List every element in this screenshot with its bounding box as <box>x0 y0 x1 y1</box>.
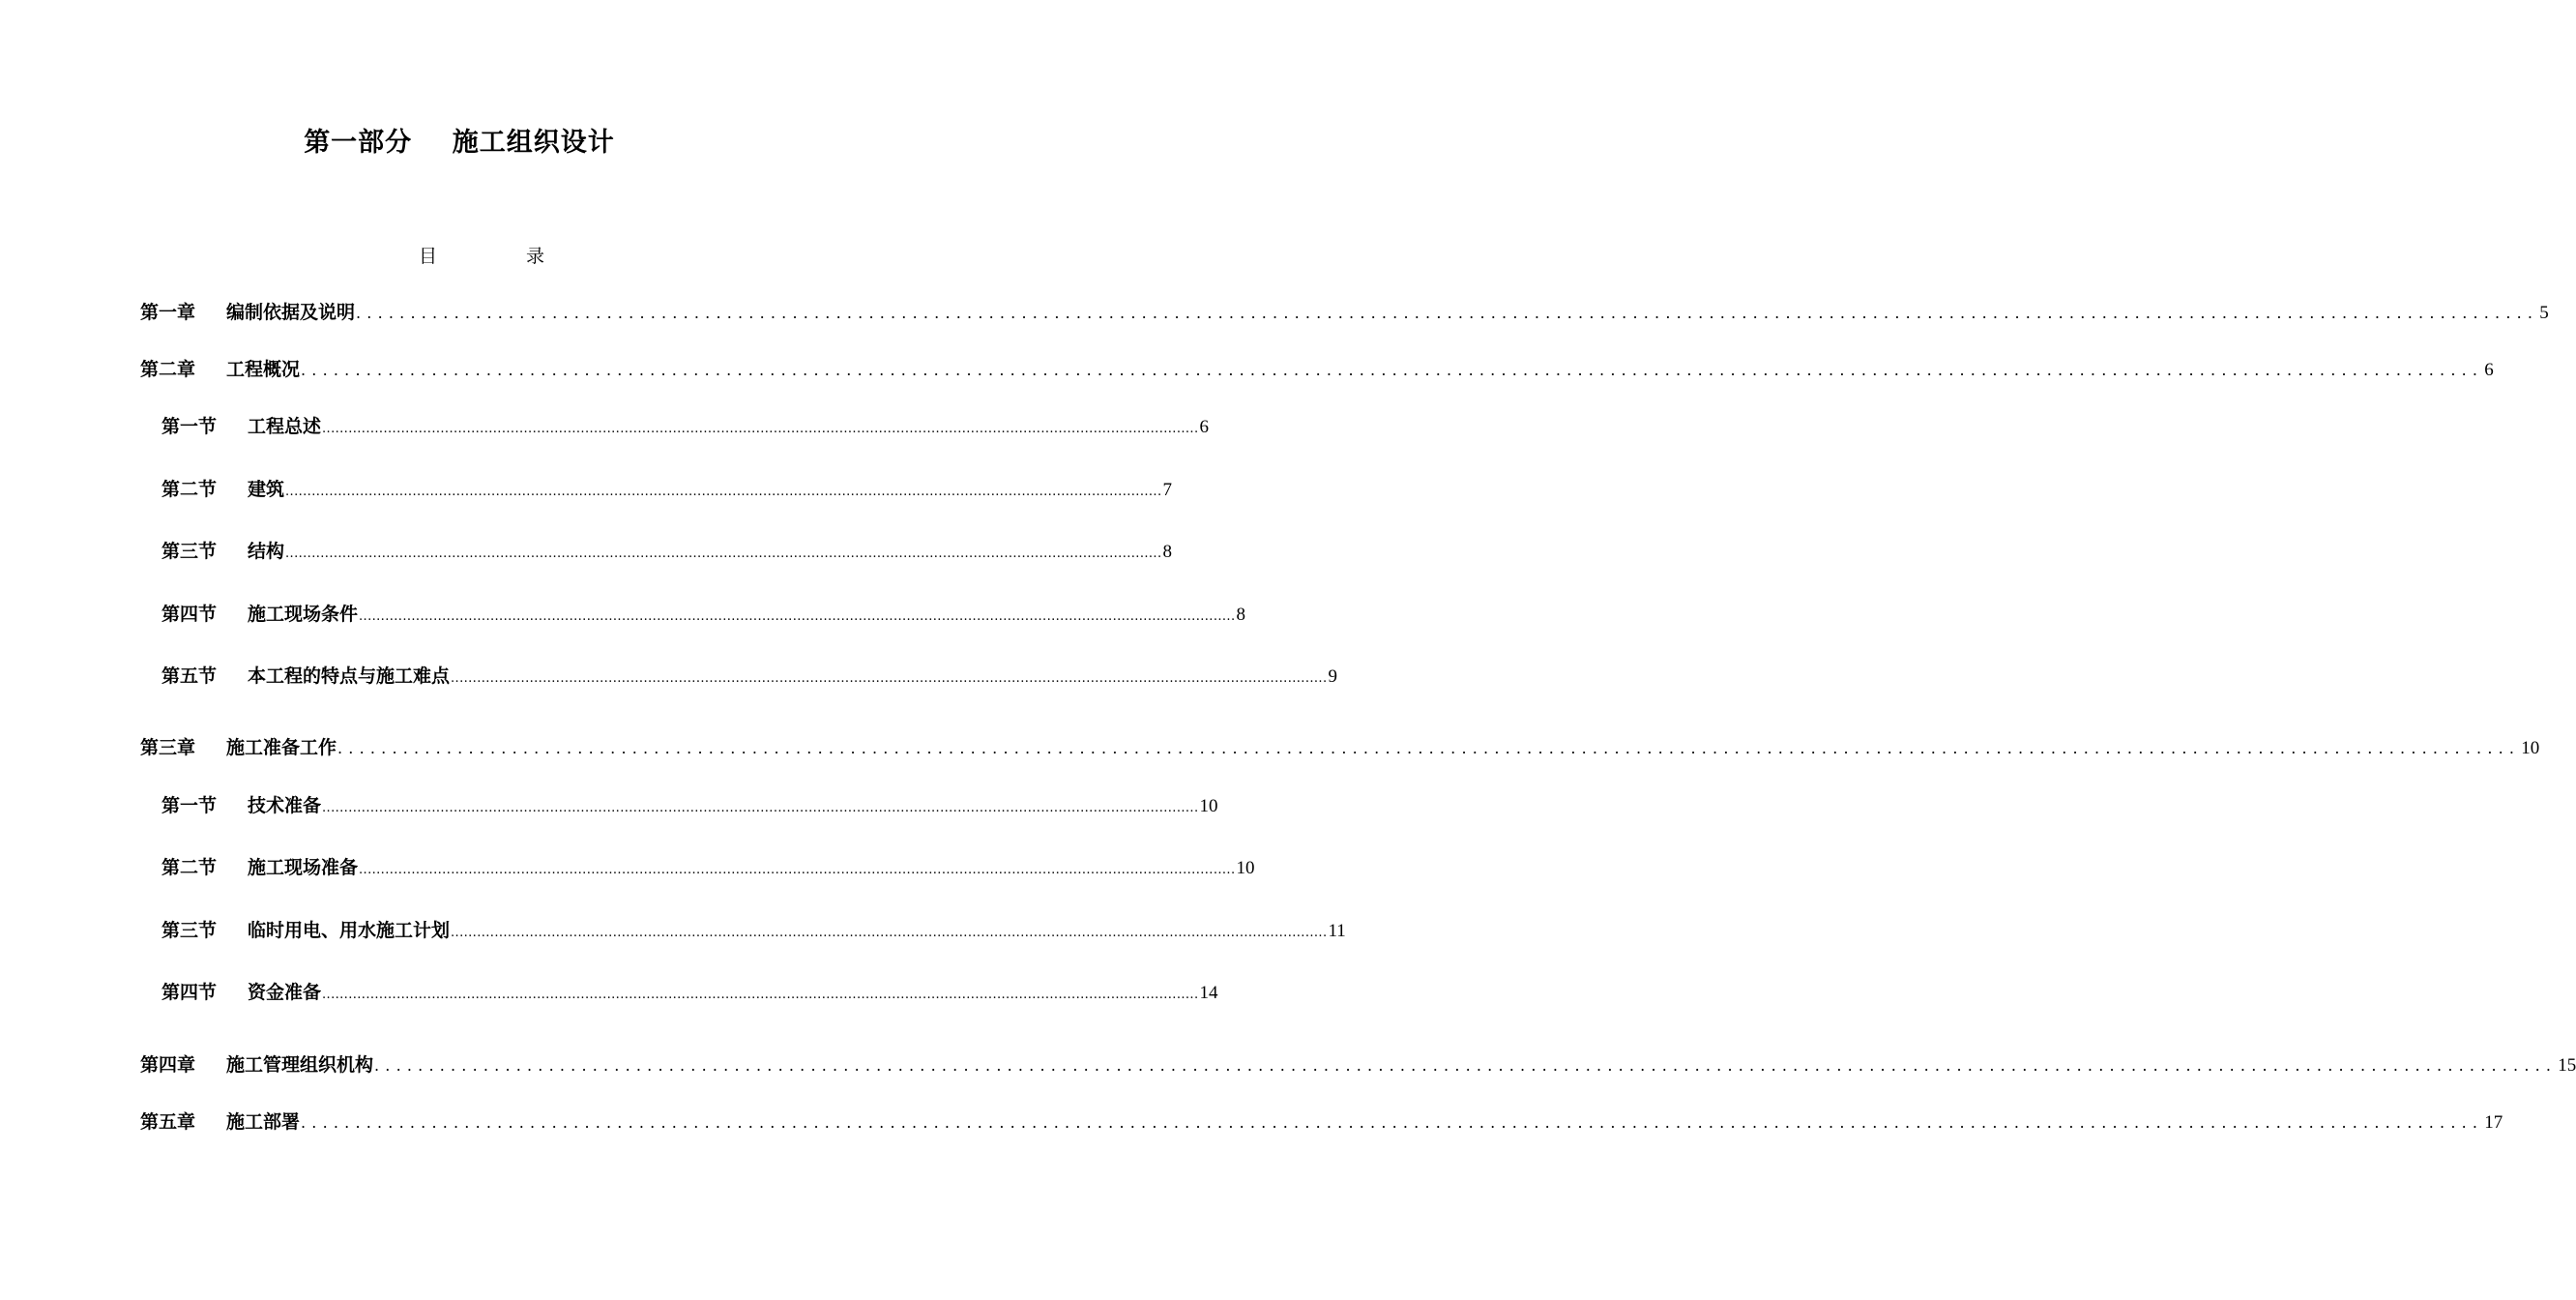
toc-entry[interactable] <box>161 600 1245 629</box>
toc-entry[interactable] <box>140 1108 2503 1137</box>
toc-leader-dots: ........................................................................................................................................................................................................ <box>285 485 1162 499</box>
toc-page-number: 10 <box>1199 796 1218 816</box>
toc-page-number: 10 <box>1236 858 1255 878</box>
toc-leader-dots: ........................................................................................................................................................................................................ <box>337 739 2521 757</box>
toc-page-number: 17 <box>2484 1112 2503 1133</box>
toc-heading-char-2: 录 <box>526 246 545 267</box>
toc-page-number: 5 <box>2539 303 2549 323</box>
toc-entry-label <box>140 1108 300 1137</box>
toc-entry-label <box>140 298 355 327</box>
toc-leader-dots: ........................................................................................................................................................................................................ <box>359 609 1236 624</box>
toc-entry-label <box>161 853 358 882</box>
toc-entry-label <box>161 537 284 566</box>
toc-entry-number: 第一章 <box>140 302 196 323</box>
toc-entry[interactable] <box>161 412 1209 441</box>
toc-entry-title: 结构 <box>248 541 285 562</box>
toc-page-number: 6 <box>2484 360 2494 380</box>
toc-entry-title: 资金准备 <box>248 982 322 1003</box>
toc-entry-label <box>161 978 321 1007</box>
toc-entry-title: 工程总述 <box>248 416 322 437</box>
toc-entry-label <box>140 733 337 762</box>
toc-entry-title: 建筑 <box>248 479 285 500</box>
toc-entry-label <box>161 475 284 504</box>
toc-entry[interactable] <box>140 355 2494 384</box>
toc-entry-number: 第四节 <box>161 982 218 1003</box>
toc-page-number: 11 <box>1328 921 1346 941</box>
toc-entry-number: 第四章 <box>140 1054 196 1076</box>
toc-leader-dots: ........................................................................................................................................................................................................ <box>374 1056 2558 1075</box>
page-title: 第一部分 施工组织设计 <box>304 128 615 158</box>
toc-heading <box>419 242 554 271</box>
toc-page-number: 10 <box>2521 738 2540 758</box>
toc-entry-label <box>140 355 300 384</box>
toc-leader-dots: ........................................................................................................................................................................................................ <box>322 422 1199 436</box>
toc-entry[interactable] <box>140 733 2540 762</box>
toc-entry-title: 施工准备工作 <box>226 737 337 758</box>
toc-page-number: 8 <box>1236 605 1245 625</box>
toc-leader-dots: ........................................................................................................................................................................................................ <box>356 304 2539 322</box>
toc-entry-label <box>161 412 321 441</box>
toc-leader-dots: ........................................................................................................................................................................................................ <box>301 361 2484 379</box>
toc-leader-dots: ........................................................................................................................................................................................................ <box>322 801 1199 815</box>
toc-entry[interactable] <box>161 978 1218 1007</box>
toc-entry[interactable] <box>161 916 1346 945</box>
toc-entry-number: 第二章 <box>140 359 196 380</box>
toc-leader-dots: ........................................................................................................................................................................................................ <box>451 926 1328 940</box>
toc-entry-label <box>161 600 358 629</box>
toc-page-number: 9 <box>1328 666 1337 687</box>
toc-entry-number: 第一节 <box>161 416 218 437</box>
toc-entry-title: 工程概况 <box>226 359 301 380</box>
toc-entry-label <box>140 1050 373 1079</box>
toc-entry-number: 第五章 <box>140 1111 196 1133</box>
toc-entry-label <box>161 662 450 691</box>
toc-entry-number: 第四节 <box>161 604 218 625</box>
toc-leader-dots: ........................................................................................................................................................................................................ <box>322 988 1199 1002</box>
toc-entry-number: 第三章 <box>140 737 196 758</box>
toc-entry-number: 第二节 <box>161 857 218 878</box>
toc-page-number: 6 <box>1199 417 1209 437</box>
toc-entry-number: 第一节 <box>161 795 218 816</box>
toc-entry-number: 第五节 <box>161 665 218 687</box>
toc-leader-dots: ........................................................................................................................................................................................................ <box>285 547 1162 561</box>
toc-entry-number: 第三节 <box>161 920 218 941</box>
toc-entry-title: 施工现场准备 <box>248 857 359 878</box>
toc-entry-title: 技术准备 <box>248 795 322 816</box>
toc-page-number: 8 <box>1162 542 1172 562</box>
toc-leader-dots: ........................................................................................................................................................................................................ <box>359 863 1236 877</box>
toc-entry[interactable] <box>140 298 2549 327</box>
toc-entry[interactable] <box>161 475 1172 504</box>
toc-page-number: 14 <box>1199 983 1218 1003</box>
toc-entry[interactable] <box>161 537 1172 566</box>
toc-entry-number: 第二节 <box>161 479 218 500</box>
toc-entry[interactable] <box>161 662 1337 691</box>
toc-entry-label <box>161 791 321 820</box>
toc-entry-title: 本工程的特点与施工难点 <box>248 665 451 687</box>
toc-entry[interactable] <box>140 1050 2576 1079</box>
toc-entry-title: 施工现场条件 <box>248 604 359 625</box>
toc-entry[interactable] <box>161 853 1255 882</box>
toc-entry[interactable] <box>161 791 1218 820</box>
toc-entry-title: 施工部署 <box>226 1111 301 1133</box>
toc-entry-label <box>161 916 450 945</box>
toc-heading-char-1: 目 <box>419 246 438 267</box>
toc-entry-title: 施工管理组织机构 <box>226 1054 374 1076</box>
toc-entry-title: 临时用电、用水施工计划 <box>248 920 451 941</box>
toc-entry-number: 第三节 <box>161 541 218 562</box>
toc-page-number: 15 <box>2558 1055 2576 1076</box>
toc-page-number: 7 <box>1162 480 1172 500</box>
toc-leader-dots: ........................................................................................................................................................................................................ <box>301 1113 2484 1132</box>
toc-leader-dots: ........................................................................................................................................................................................................ <box>451 671 1328 686</box>
toc-entry-title: 编制依据及说明 <box>226 302 356 323</box>
